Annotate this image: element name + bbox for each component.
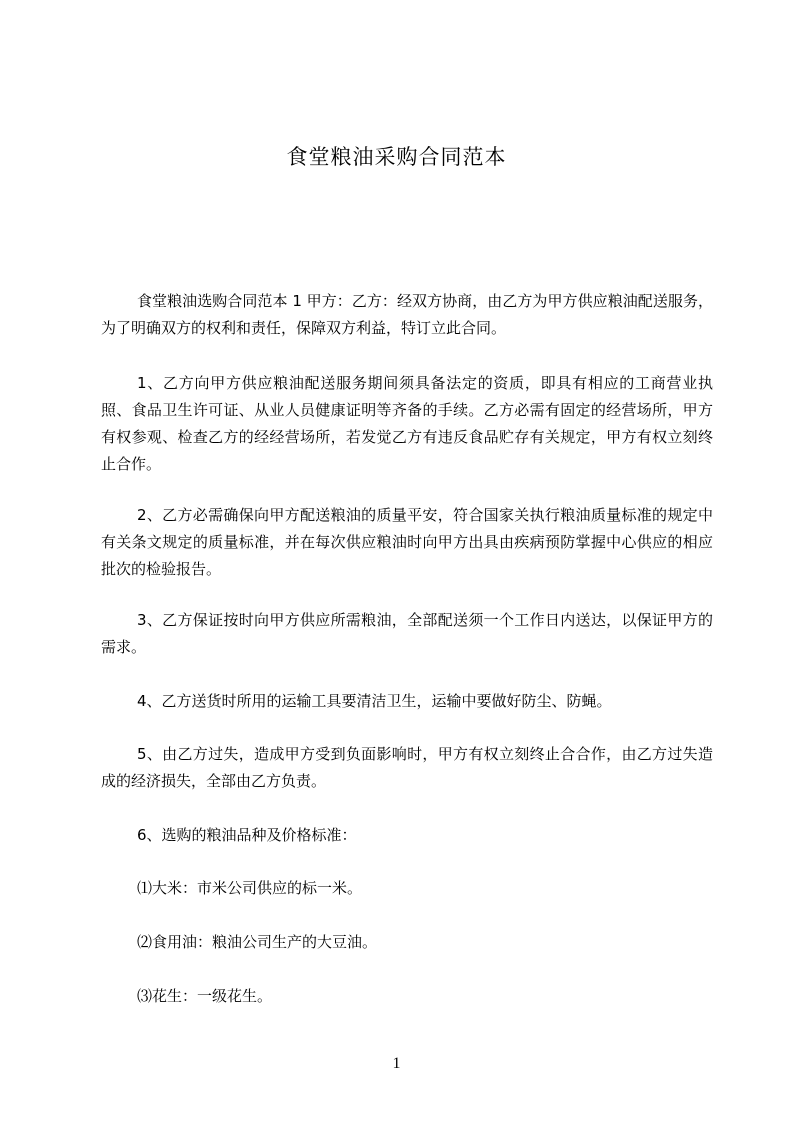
list-item-oil: ⑵食用油：粮油公司生产的大豆油。 xyxy=(137,933,378,951)
paragraph-clause-2: 2、乙方必需确保向甲方配送粮油的质量平安，符合国家关执行粮油质量标准的规定中有关条文规定的质量标准，并在每次供应粮油时向甲方出具由疾病预防掌握中心供应的相应批次的检验报告。 xyxy=(101,506,713,578)
page-number: 1 xyxy=(392,1055,401,1072)
list-item-rice: ⑴大米：市米公司供应的标一米。 xyxy=(137,879,363,897)
paragraph-clause-4: 4、乙方送货时所用的运输工具要清洁卫生，运输中要做好防尘、防蝇。 xyxy=(137,692,612,710)
paragraph-clause-1: 1、乙方向甲方供应粮油配送服务期间须具备法定的资质，即具有相应的工商营业执照、食品卫生许可证、从业人员健康证明等齐备的手续。乙方必需有固定的经营场所，甲方有权参观、检查乙方的经经营场所，若发觉乙方有违反食品贮存有关规定，甲方有权立刻终止合作。 xyxy=(101,374,713,473)
paragraph-clause-6: 6、选购的粮油品种及价格标准： xyxy=(137,826,357,844)
paragraph-clause-5: 5、由乙方过失，造成甲方受到负面影响时，甲方有权立刻终止合合作，由乙方过失造成的经济损失，全部由乙方负责。 xyxy=(101,745,713,790)
document-title: 食堂粮油采购合同范本 xyxy=(286,145,507,169)
list-item-peanut: ⑶花生：一级花生。 xyxy=(137,987,273,1005)
paragraph-intro: 食堂粮油选购合同范本 1 甲方：乙方：经双方协商，由乙方为甲方供应粮油配送服务，为了明确双方的权利和责任，保障双方利益，特订立此合同。 xyxy=(101,292,713,337)
paragraph-clause-3: 3、乙方保证按时向甲方供应所需粮油，全部配送须一个工作日内送达，以保证甲方的需求。 xyxy=(101,611,713,656)
